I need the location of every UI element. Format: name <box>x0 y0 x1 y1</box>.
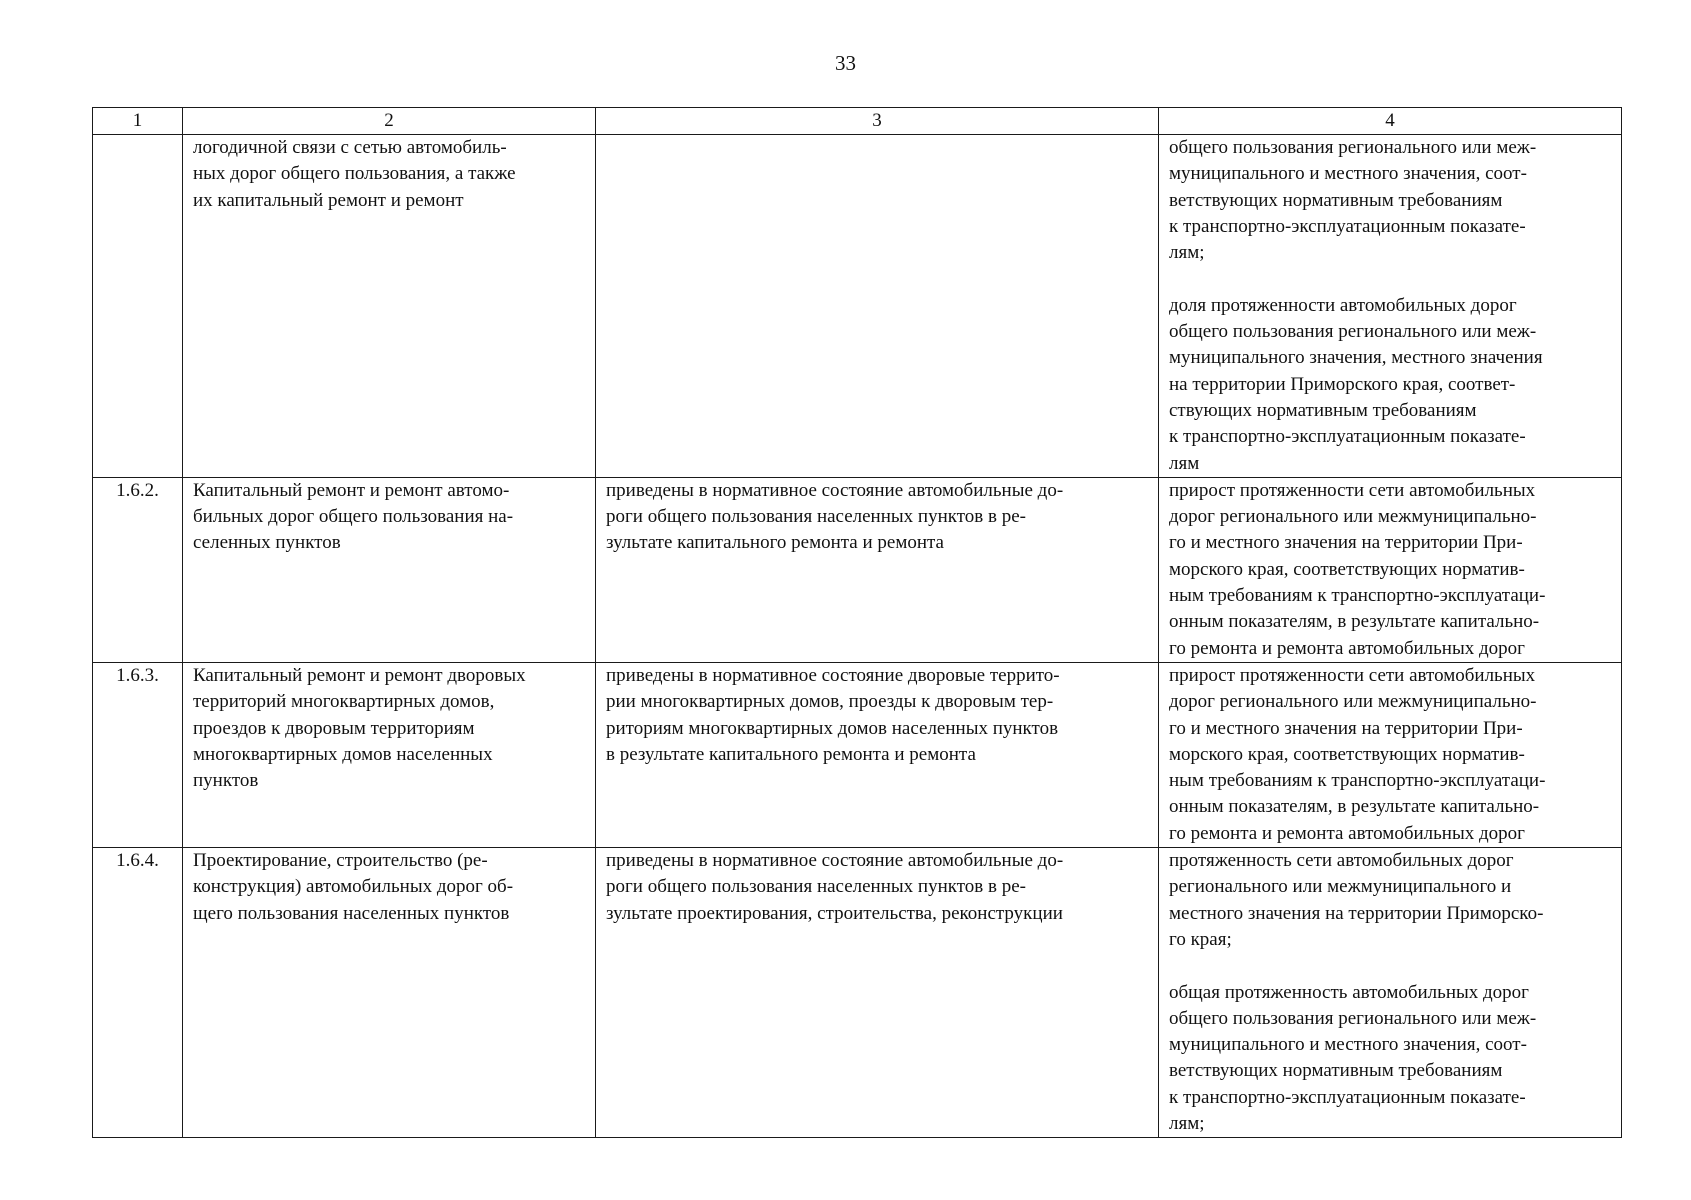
row-event: логодичной связи с сетью автомобиль- ных дорог общего пользования, а также их капитальный ремонт и ремонт <box>183 135 596 478</box>
table-row <box>93 662 1622 847</box>
row-number <box>93 135 183 478</box>
row-result <box>596 135 1159 478</box>
row-indicator: протяженность сети автомобильных дорог регионального или межмуниципального и местного значения на территории Приморско- го края; общая протяженность автомобильных дорог общего пользования регионального или меж- муниципального и местного значения, соот- ветствующих нормативным требованиям к транспортно-эксплуатационным показате- лям; <box>1159 848 1622 1138</box>
row-event: Капитальный ремонт и ремонт дворовых территорий многоквартирных домов, проездов к дворовым территориям многоквартирных домов населенных пунктов <box>183 662 596 847</box>
table-row <box>93 848 1622 1138</box>
row-event: Проектирование, строительство (ре- конструкция) автомобильных дорог об- щего пользования населенных пунктов <box>183 848 596 1138</box>
row-indicator: прирост протяженности сети автомобильных дорог регионального или межмуниципально- го и местного значения на территории При- морского края, соответствующих норматив- ным требованиям к транспортно-эксплуатаци- онным показателям, в результате капитально- го ремонта и ремонта автомобильных дорог <box>1159 477 1622 662</box>
table-header-row <box>93 108 1622 135</box>
row-event: Капитальный ремонт и ремонт автомо- бильных дорог общего пользования на- селенных пунктов <box>183 477 596 662</box>
measures-table <box>92 107 1622 1138</box>
header-col-1: 1 <box>93 108 183 135</box>
row-indicator: общего пользования регионального или меж- муниципального и местного значения, соот- ветствующих нормативным требованиям к транспортно-эксплуатационным показате- лям; доля протяженности автомобильных дорог общего пользования регионального или меж- муниципального значения, местного значения на территории Приморского края, соответ- ствующих нормативным требованиям к транспортно-эксплуатационным показате- лям <box>1159 135 1622 478</box>
row-result: приведены в нормативное состояние дворовые террито- рии многоквартирных домов, проезды к дворовым тер- риториям многоквартирных домов населенных пунктов в результате капитального ремонта и ремонта <box>596 662 1159 847</box>
row-number: 1.6.4. <box>93 848 183 1138</box>
row-number: 1.6.2. <box>93 477 183 662</box>
header-col-4: 4 <box>1159 108 1622 135</box>
header-col-2: 2 <box>183 108 596 135</box>
row-indicator: прирост протяженности сети автомобильных дорог регионального или межмуниципально- го и местного значения на территории При- морского края, соответствующих норматив- ным требованиям к транспортно-эксплуатаци- онным показателям, в результате капитально- го ремонта и ремонта автомобильных дорог <box>1159 662 1622 847</box>
table-row <box>93 135 1622 478</box>
row-result: приведены в нормативное состояние автомобильные до- роги общего пользования населенных пунктов в ре- зультате капитального ремонта и ремонта <box>596 477 1159 662</box>
table-row <box>93 477 1622 662</box>
header-col-3: 3 <box>596 108 1159 135</box>
page-number: 33 <box>835 51 856 75</box>
row-result: приведены в нормативное состояние автомобильные до- роги общего пользования населенных пунктов в ре- зультате проектирования, строительства, реконструкции <box>596 848 1159 1138</box>
row-number: 1.6.3. <box>93 662 183 847</box>
